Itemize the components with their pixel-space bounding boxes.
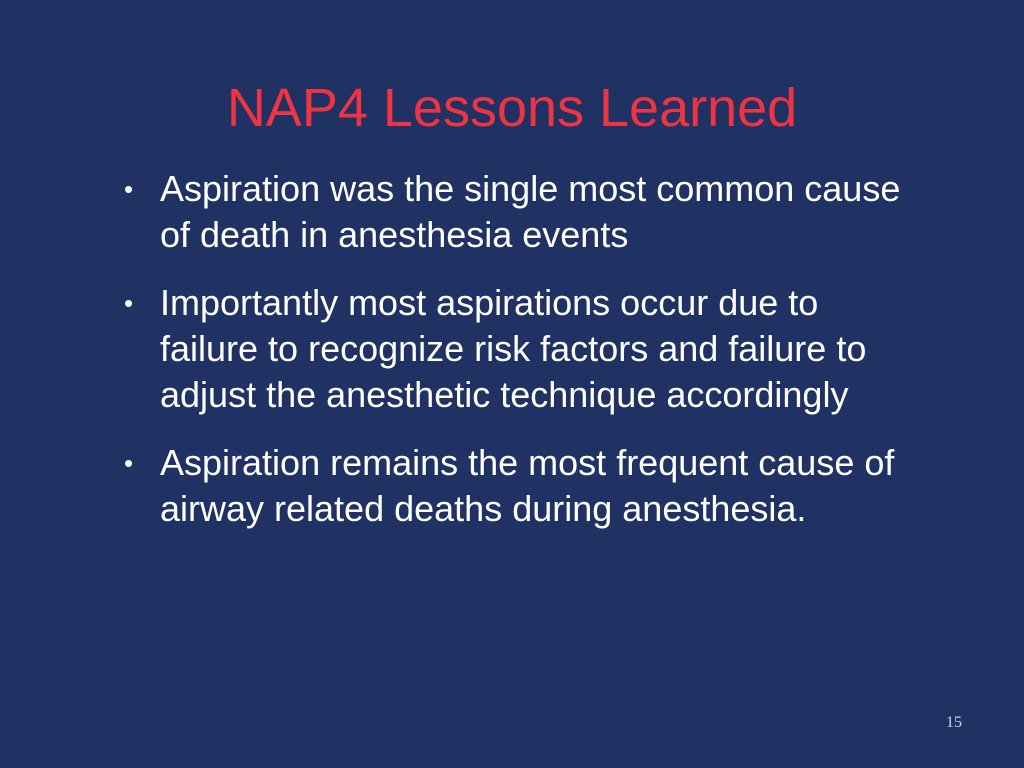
bullet-icon: • xyxy=(124,288,134,318)
bullet-text: Importantly most aspirations occur due to failure to recognize risk factors and failure to adjust the anesthetic technique accordingly xyxy=(160,282,867,415)
bullet-item xyxy=(124,440,920,532)
bullet-item xyxy=(124,166,920,258)
bullet-item xyxy=(124,280,920,418)
page-number: 15 xyxy=(946,714,962,731)
slide-title: NAP4 Lessons Learned xyxy=(226,78,798,138)
bullet-list xyxy=(124,166,920,554)
bullet-text: Aspiration was the single most common cause of death in anesthesia events xyxy=(160,168,901,255)
bullet-icon: • xyxy=(124,174,134,204)
bullet-icon: • xyxy=(124,448,134,478)
bullet-text: Aspiration remains the most frequent cause of airway related deaths during anesthesia. xyxy=(160,442,895,529)
